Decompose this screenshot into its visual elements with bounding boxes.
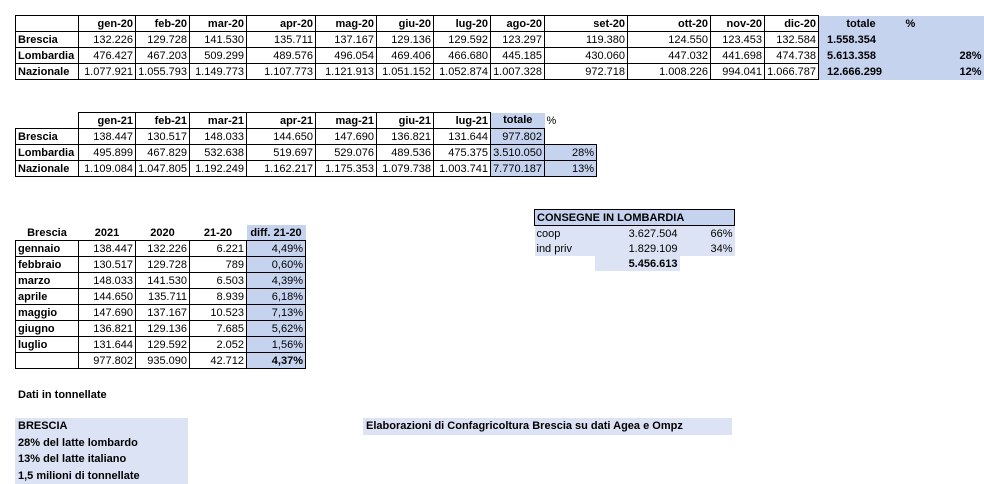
cell-value: 430.060 [545, 48, 628, 64]
total-label [16, 353, 79, 369]
cell-value: 138.447 [79, 129, 136, 145]
cell-pct: 13% [545, 161, 597, 177]
row-label: coop [535, 226, 595, 242]
table-2021-header [16, 113, 597, 129]
row-label: Lombardia [16, 145, 79, 161]
cell-value: 148.033 [190, 129, 247, 145]
cell-value: 119.380 [545, 32, 628, 48]
cell-value: 3.627.504 [595, 226, 680, 242]
note-tonnellate: Dati in tonnellate [18, 389, 107, 401]
row-label: Lombardia [16, 48, 79, 64]
cell-pct: 28% [904, 48, 984, 64]
cell-totale: 5.613.358 [819, 48, 904, 64]
cell-totale: 3.510.050 [491, 145, 545, 161]
table-row [16, 161, 597, 177]
row-label: Brescia [16, 129, 79, 145]
header-feb-21: feb-21 [136, 113, 190, 129]
cell-2021: 148.033 [79, 273, 136, 289]
table-row [16, 289, 306, 305]
cell-2021: 131.644 [79, 337, 136, 353]
total-value: 5.456.613 [595, 256, 680, 271]
cell-value: 137.167 [316, 32, 377, 48]
summary-box [15, 418, 188, 484]
cell-value: 994.041 [711, 64, 765, 80]
cell-value: 144.650 [247, 129, 316, 145]
cell-value: 1.047.805 [136, 161, 190, 177]
cell-value: 441.698 [711, 48, 765, 64]
cell-2020: 135.711 [136, 289, 190, 305]
cell-value: 1.149.773 [190, 64, 247, 80]
comparison-header [16, 225, 306, 241]
cell-value: 1.079.738 [377, 161, 434, 177]
cell-value: 1.829.109 [595, 241, 680, 256]
cell-2021: 144.650 [79, 289, 136, 305]
month-label: giugno [16, 321, 79, 337]
table-row [16, 273, 306, 289]
cell-value: 1.007.328 [491, 64, 545, 80]
cell-diff: 789 [190, 257, 247, 273]
cell-value: 1.055.793 [136, 64, 190, 80]
credit-text: Elaborazioni di Confagricoltura Brescia su dati Agea e Ompz [363, 418, 732, 435]
cell-value: 532.638 [190, 145, 247, 161]
cell-value: 495.899 [79, 145, 136, 161]
header-apr-21: apr-21 [247, 113, 316, 129]
table-row [16, 257, 306, 273]
header-gen-21: gen-21 [79, 113, 136, 129]
cell-value: 124.550 [628, 32, 711, 48]
cell-value: 475.375 [434, 145, 491, 161]
total-diff: 42.712 [190, 353, 247, 369]
month-label: gennaio [16, 241, 79, 257]
cell-2020: 129.592 [136, 337, 190, 353]
summary-line: 1,5 milioni di tonnellate [15, 468, 188, 484]
total-row [535, 256, 735, 271]
cell-value: 466.680 [434, 48, 491, 64]
cell-diff: 7.685 [190, 321, 247, 337]
cell-value: 1.051.152 [377, 64, 434, 80]
cell-value: 130.517 [136, 129, 190, 145]
cell-pct: 4,39% [247, 273, 306, 289]
cell-diff: 10.523 [190, 305, 247, 321]
cell-value: 129.136 [377, 32, 434, 48]
cell-value: 1.008.226 [628, 64, 711, 80]
cell-value: 972.718 [545, 64, 628, 80]
table-row [16, 305, 306, 321]
table-row [535, 226, 735, 242]
cell-value: 1.003.741 [434, 161, 491, 177]
table-row [16, 48, 984, 64]
cell-value: 1.107.773 [247, 64, 316, 80]
header-dic-20: dic-20 [765, 16, 819, 32]
cell-value: 496.054 [316, 48, 377, 64]
month-label: marzo [16, 273, 79, 289]
cell-diff: 8.939 [190, 289, 247, 305]
cell-value: 123.297 [491, 32, 545, 48]
table-row [16, 241, 306, 257]
cell-pct: 7,13% [247, 305, 306, 321]
header-empty [16, 16, 79, 32]
cell-pct: 4,49% [247, 241, 306, 257]
header-mag-20: mag-20 [316, 16, 377, 32]
cell-value: 476.427 [79, 48, 136, 64]
header-brescia: Brescia [16, 225, 79, 241]
cell-pct: 66% [680, 226, 735, 242]
header-set-20: set-20 [545, 16, 628, 32]
header-nov-20: nov-20 [711, 16, 765, 32]
cell-value: 129.592 [434, 32, 491, 48]
cell-pct: 6,18% [247, 289, 306, 305]
header-mar-21: mar-21 [190, 113, 247, 129]
cell-value: 1.077.921 [79, 64, 136, 80]
total-pct: 4,37% [247, 353, 306, 369]
cell-value: 489.576 [247, 48, 316, 64]
header-ago-20: ago-20 [491, 16, 545, 32]
cell-value: 447.032 [628, 48, 711, 64]
summary-line: 13% del latte italiano [15, 451, 188, 468]
cell-value: 1.121.913 [316, 64, 377, 80]
cell-totale: 12.666.299 [819, 64, 904, 80]
summary-line: 28% del latte lombardo [15, 435, 188, 452]
cell-pct [545, 129, 597, 145]
total-2020: 935.090 [136, 353, 190, 369]
total-empty [680, 256, 735, 271]
cell-pct: 28% [545, 145, 597, 161]
cell-value: 474.738 [765, 48, 819, 64]
header-2021: 2021 [79, 225, 136, 241]
table-row [16, 129, 597, 145]
header-gen-20: gen-20 [79, 16, 136, 32]
cell-value: 132.584 [765, 32, 819, 48]
total-label [535, 256, 595, 271]
header-totale: totale [491, 113, 545, 129]
table-2020-header [16, 16, 984, 32]
month-label: aprile [16, 289, 79, 305]
row-label: ind priv [535, 241, 595, 256]
cell-value: 123.453 [711, 32, 765, 48]
cell-value: 1.175.353 [316, 161, 377, 177]
row-label: Nazionale [16, 161, 79, 177]
header-pct: % [904, 16, 984, 32]
cell-2020: 132.226 [136, 241, 190, 257]
header-lug-20: lug-20 [434, 16, 491, 32]
month-label: luglio [16, 337, 79, 353]
cell-2021: 130.517 [79, 257, 136, 273]
cell-2020: 129.728 [136, 257, 190, 273]
cell-value: 467.829 [136, 145, 190, 161]
cell-diff: 2.052 [190, 337, 247, 353]
cell-value: 147.690 [316, 129, 377, 145]
table-row [16, 32, 984, 48]
total-row [16, 353, 306, 369]
cell-2020: 141.530 [136, 273, 190, 289]
brescia-comparison-table [15, 225, 306, 369]
cell-diff: 6.221 [190, 241, 247, 257]
summary-line: BRESCIA [15, 418, 188, 435]
header-giu-20: giu-20 [377, 16, 434, 32]
row-label: Nazionale [16, 64, 79, 80]
cell-value: 129.728 [136, 32, 190, 48]
cell-2021: 136.821 [79, 321, 136, 337]
cell-pct: 0,60% [247, 257, 306, 273]
header-mar-20: mar-20 [190, 16, 247, 32]
header-apr-20: apr-20 [247, 16, 316, 32]
header-diff: diff. 21-20 [247, 225, 306, 241]
cell-value: 1.066.787 [765, 64, 819, 80]
header-empty [16, 113, 79, 129]
cell-value: 1.052.874 [434, 64, 491, 80]
cell-value: 1.162.217 [247, 161, 316, 177]
cell-value: 132.226 [79, 32, 136, 48]
table-row [16, 64, 984, 80]
cell-value: 467.203 [136, 48, 190, 64]
table-row [535, 241, 735, 256]
header-21-20: 21-20 [190, 225, 247, 241]
consegne-title: CONSEGNE IN LOMBARDIA [535, 210, 735, 226]
header-ott-20: ott-20 [628, 16, 711, 32]
cell-pct: 1,56% [247, 337, 306, 353]
cell-2021: 138.447 [79, 241, 136, 257]
header-feb-20: feb-20 [136, 16, 190, 32]
credit-box [363, 418, 732, 435]
cell-pct: 5,62% [247, 321, 306, 337]
cell-value: 136.821 [377, 129, 434, 145]
cell-totale: 977.802 [491, 129, 545, 145]
total-2021: 977.802 [79, 353, 136, 369]
table-row [16, 337, 306, 353]
table-row [16, 145, 597, 161]
cell-value: 131.644 [434, 129, 491, 145]
cell-2021: 147.690 [79, 305, 136, 321]
cell-value: 1.109.084 [79, 161, 136, 177]
row-label: Brescia [16, 32, 79, 48]
header-2020: 2020 [136, 225, 190, 241]
cell-value: 1.192.249 [190, 161, 247, 177]
consegne-table [534, 209, 735, 271]
header-lug-21: lug-21 [434, 113, 491, 129]
cell-diff: 6.503 [190, 273, 247, 289]
cell-2020: 129.136 [136, 321, 190, 337]
month-label: maggio [16, 305, 79, 321]
cell-pct [904, 32, 984, 48]
table-2021 [15, 112, 597, 177]
cell-totale: 1.558.354 [819, 32, 904, 48]
cell-value: 135.711 [247, 32, 316, 48]
header-pct: % [545, 113, 597, 129]
month-label: febbraio [16, 257, 79, 273]
cell-pct: 12% [904, 64, 984, 80]
cell-totale: 7.770.187 [491, 161, 545, 177]
cell-pct: 34% [680, 241, 735, 256]
cell-value: 445.185 [491, 48, 545, 64]
cell-value: 489.536 [377, 145, 434, 161]
cell-value: 519.697 [247, 145, 316, 161]
table-2020 [15, 15, 984, 80]
header-mag-21: mag-21 [316, 113, 377, 129]
cell-value: 529.076 [316, 145, 377, 161]
cell-value: 469.406 [377, 48, 434, 64]
header-giu-21: giu-21 [377, 113, 434, 129]
header-totale: totale [819, 16, 904, 32]
cell-2020: 137.167 [136, 305, 190, 321]
table-row [16, 321, 306, 337]
cell-value: 141.530 [190, 32, 247, 48]
cell-value: 509.299 [190, 48, 247, 64]
